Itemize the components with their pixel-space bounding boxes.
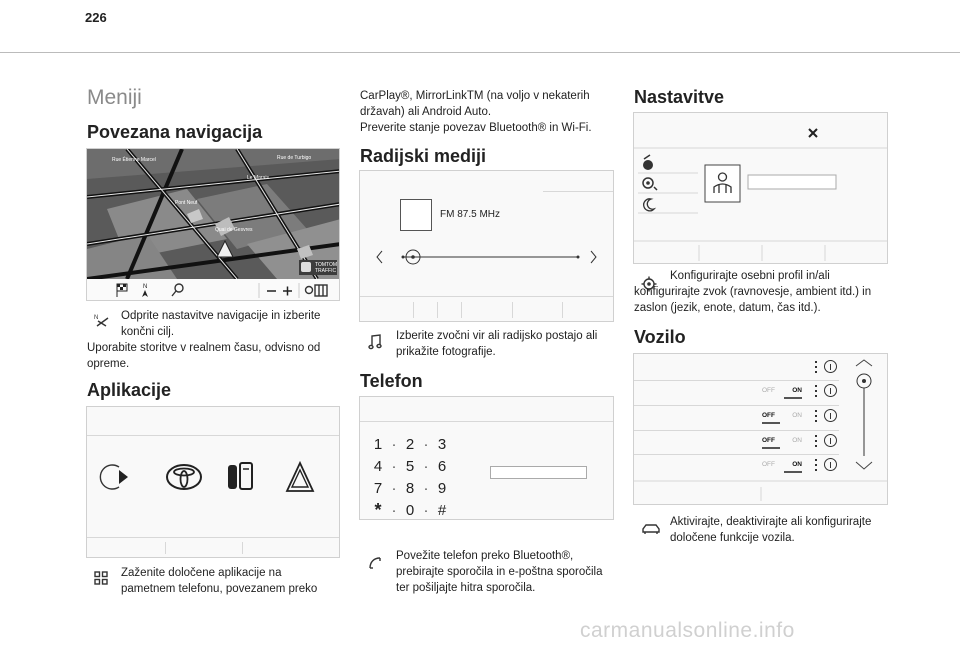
on-off-toggle[interactable] [762, 387, 802, 399]
keypad-row [370, 455, 470, 477]
keypad-key[interactable]: 6 [437, 457, 447, 475]
info-icon-stroke [830, 438, 831, 444]
search-icon[interactable] [172, 284, 183, 296]
android-auto-icon[interactable] [287, 463, 313, 491]
next-station-icon[interactable] [591, 251, 596, 263]
svg-text:N: N [143, 284, 148, 290]
watermark: carmanualsonline.info [580, 619, 795, 642]
apps-text-continued: CarPlay®, MirrorLinkTM (na voljo v nekaterih državah) ali Android Auto. [360, 90, 590, 118]
keypad-row [370, 499, 470, 520]
info-icon-stroke [830, 364, 831, 370]
map-label: Quai de Gesvres [215, 227, 253, 233]
on-off-toggle[interactable] [762, 461, 802, 473]
more-options-icon[interactable] [815, 385, 817, 397]
keypad-key[interactable]: 8 [405, 479, 415, 497]
row-divider [634, 380, 839, 381]
toggle-on-label: ON [792, 437, 802, 444]
more-options-icon[interactable] [815, 435, 817, 447]
vehicle-setting-row[interactable] [634, 456, 839, 478]
info-icon[interactable] [824, 384, 837, 397]
info-icon[interactable] [824, 409, 837, 422]
row-divider [634, 405, 839, 406]
previous-station-icon[interactable] [377, 251, 382, 263]
vehicle-text: Aktivirajte, deaktivirajte ali konfigurirajte določene funkcije vozila. [670, 516, 872, 544]
page-title: Meniji [87, 86, 142, 109]
info-icon-stroke [830, 388, 831, 394]
phone-heading: Telefon [360, 371, 423, 391]
on-off-toggle[interactable] [762, 437, 802, 449]
toggle-underline [784, 397, 802, 399]
profile-icon[interactable] [705, 165, 740, 202]
map-label: Rue de Turbigo [277, 155, 312, 161]
keypad-key[interactable]: 5 [405, 457, 415, 475]
settings-text: Konfigurirajte osebni profil in/ali konfigurirajte zvok (ravnovesje, ambient itd.) in zaslon (jezik, enote, datum, čas itd.). [634, 270, 872, 314]
keypad-row [370, 477, 470, 499]
frequency-slider[interactable] [402, 250, 580, 264]
keypad-separator: · [391, 479, 397, 497]
audio-settings-icon[interactable] [643, 155, 653, 170]
scroll-down-icon[interactable] [856, 462, 872, 469]
vehicle-setting-row[interactable] [634, 382, 839, 404]
navigation-toolbar [87, 279, 340, 301]
menu-icon[interactable] [306, 285, 328, 296]
row-divider [634, 454, 839, 455]
more-options-icon[interactable] [815, 361, 817, 373]
toggle-on-label: ON [792, 387, 802, 394]
navigation-text-1: Odprite nastavitve navigacije in izberite končni cilj. [121, 310, 321, 338]
apps-text-1: Zaženite določene aplikacije na pametnem telefonu, povezanem preko [121, 567, 318, 595]
vehicle-setting-row[interactable] [634, 432, 839, 454]
phone-screen [359, 396, 614, 520]
night-mode-icon[interactable] [644, 199, 654, 211]
keypad-row [370, 433, 470, 455]
keypad-key[interactable]: 9 [437, 479, 447, 497]
destination-flag-icon[interactable] [117, 284, 127, 297]
keypad-key[interactable]: 0 [405, 501, 415, 519]
keypad-key[interactable]: # [437, 501, 447, 519]
compass-icon[interactable] [142, 284, 148, 297]
toggle-on-label: ON [792, 412, 802, 419]
keypad-separator: · [423, 501, 429, 519]
svg-text:N: N [94, 315, 99, 321]
navigation-heading: Povezana navigacija [87, 122, 263, 142]
navigation-text-2: Uporabite storitve v realnem času, odvisno od opreme. [87, 342, 321, 370]
info-icon-stroke [830, 413, 831, 419]
close-icon[interactable] [809, 129, 817, 137]
radio-text: Izberite zvočni vir ali radijsko postajo ali prikažite fotografije. [396, 330, 598, 358]
vehicle-screen [633, 353, 888, 505]
apps-heading: Aplikacije [87, 380, 172, 400]
apps-grid-icon [94, 571, 108, 585]
apps-screen [86, 406, 340, 558]
keypad-separator: · [391, 457, 397, 475]
car-icon [641, 522, 661, 536]
row-divider [634, 430, 839, 431]
mirrorlink-icon[interactable] [228, 463, 252, 489]
info-icon-stroke [830, 462, 831, 468]
music-note-icon [368, 334, 382, 350]
settings-heading: Nastavitve [634, 87, 725, 107]
phone-text-1: Povežite telefon preko Bluetooth®, prebirajte sporočila in e-poštna sporočila ter pošiljajte hitra sporočila. [396, 550, 603, 594]
keypad-separator: · [423, 435, 429, 453]
toggle-underline [784, 471, 802, 473]
keypad-key[interactable]: 7 [373, 479, 383, 497]
map-label: Rue Étienne Marcel [112, 157, 156, 163]
apps-text-connectivity: Preverite stanje povezav Bluetooth® in Wi-Fi. [360, 122, 592, 134]
toggle-off-label: OFF [762, 461, 775, 468]
info-icon[interactable] [824, 458, 837, 471]
vehicle-heading: Vozilo [634, 327, 686, 347]
keypad-separator: · [391, 435, 397, 453]
number-display-field[interactable] [490, 466, 587, 479]
radio-heading: Radijski mediji [360, 146, 487, 166]
toggle-on-label: ON [792, 461, 802, 468]
more-options-icon[interactable] [815, 410, 817, 422]
zoom-in-icon[interactable] [283, 287, 292, 296]
scroll-up-icon[interactable] [856, 360, 872, 366]
scrollbar[interactable] [857, 374, 871, 456]
toggle-underline [762, 422, 780, 424]
keypad-key[interactable]: 4 [373, 457, 383, 475]
display-settings-icon[interactable] [643, 178, 657, 190]
info-icon[interactable] [824, 360, 837, 373]
keypad-separator: · [391, 501, 397, 519]
keypad-key[interactable]: 1 [373, 435, 383, 453]
more-options-icon[interactable] [815, 459, 817, 471]
tomtom-logo-text: TOMTOM [315, 262, 338, 268]
page-number: 226 [85, 10, 107, 25]
map-label: Le Marais [247, 175, 269, 181]
toggle-off-label: OFF [762, 387, 775, 394]
map-view [87, 149, 340, 279]
traffic-logo-text: TRAFFIC [315, 268, 337, 274]
keypad-separator: · [423, 479, 429, 497]
on-off-toggle[interactable] [762, 412, 802, 424]
settings-screen [633, 112, 888, 264]
info-icon[interactable] [824, 434, 837, 447]
toyota-logo-icon[interactable] [167, 465, 201, 489]
toggle-off-label: OFF [762, 437, 775, 444]
navigation-icon [93, 312, 109, 328]
header-divider [0, 52, 960, 53]
navigation-screen [86, 148, 340, 301]
map-label: Pont Neuf [175, 200, 198, 206]
station-frequency: FM 87.5 MHz [440, 209, 501, 220]
vehicle-setting-row[interactable] [634, 407, 839, 429]
radio-screen [359, 170, 614, 322]
keypad-key[interactable]: * [374, 499, 382, 520]
keypad-key[interactable]: 3 [437, 435, 447, 453]
toggle-underline [762, 447, 780, 449]
vehicle-setting-row[interactable] [634, 358, 839, 380]
carplay-icon[interactable] [100, 465, 128, 489]
phone-icon [368, 556, 382, 570]
keypad-separator: · [423, 457, 429, 475]
keypad-key[interactable]: 2 [405, 435, 415, 453]
toggle-off-label: OFF [762, 412, 775, 419]
phone-keypad [370, 433, 470, 520]
